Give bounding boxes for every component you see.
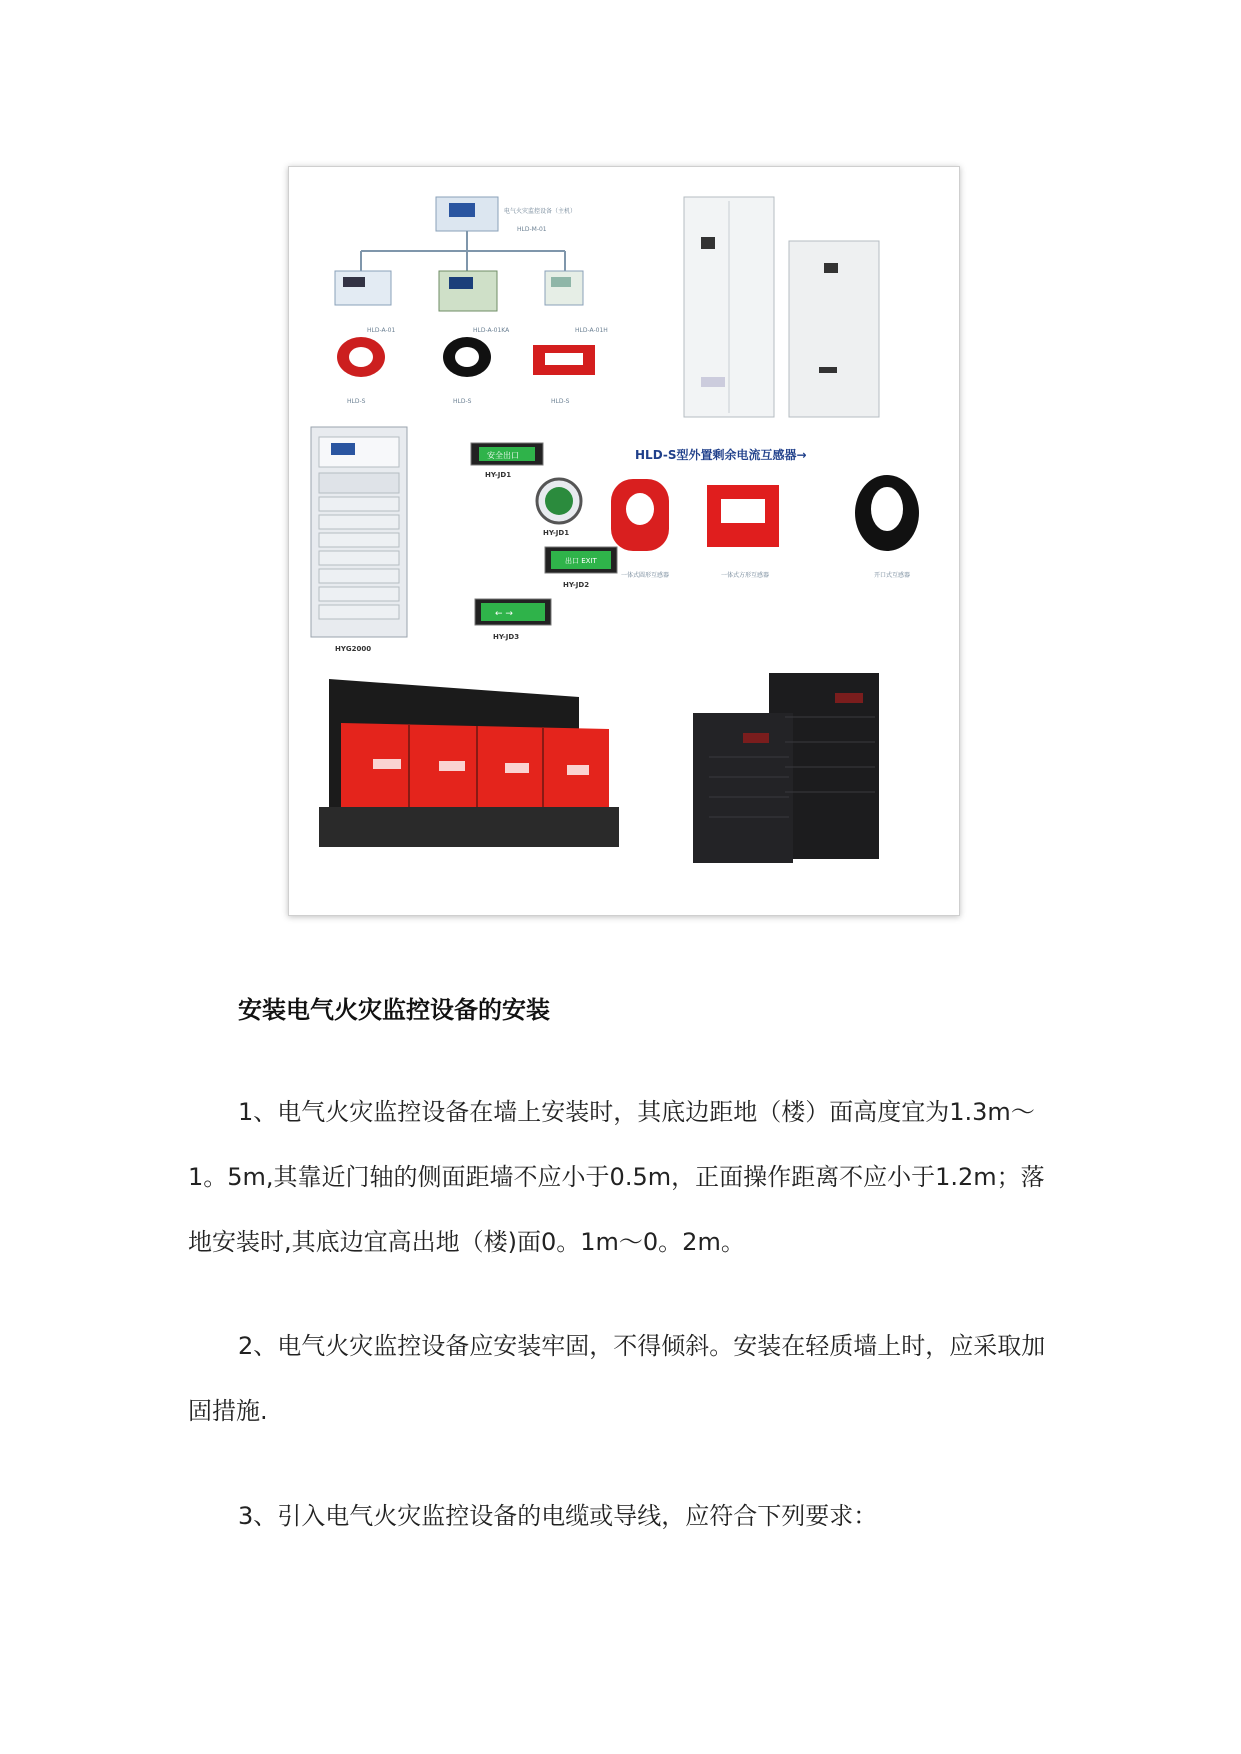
ct1-label: 一体式圆形互感器 xyxy=(621,572,670,579)
cabinet-label: HYG2000 xyxy=(335,645,372,653)
paragraph-2: 2、电气火灾监控设备应安装牢固，不得倾斜。安装在轻质墙上时，应采取加固措施. xyxy=(188,1332,1046,1425)
host-model-label: HLD-M-01 xyxy=(517,226,547,233)
detector3-label: HLD-A-01H xyxy=(575,327,608,334)
sign1-text: 安全出口 xyxy=(487,451,519,460)
power-cabinets xyxy=(684,197,879,417)
surge-protectors xyxy=(319,679,619,847)
sign2-text: 出口 EXIT xyxy=(565,557,597,565)
ups-units xyxy=(693,673,879,863)
detector2-label: HLD-A-01KA xyxy=(473,327,510,334)
system-diagram xyxy=(335,197,608,405)
paragraph-1: 1、电气火灾监控设备在墙上安装时，其底边距地（楼）面高度宜为1.3m～1。5m,其靠近门轴的侧面距墙不应小于0.5m，正面操作距离不应小于1.2m；落地安装时,其底边宜高出地（楼)面0。1m～0。2m。 xyxy=(188,1098,1045,1256)
sign2-label: HY-JD2 xyxy=(563,581,590,589)
sign3-label: HY-JD3 xyxy=(493,633,520,641)
sign1-label: HY-JD1 xyxy=(485,471,512,479)
section-heading: 安装电气火灾监控设备的安装 xyxy=(238,996,550,1024)
sensor2-label: HLD-S xyxy=(453,398,472,405)
product-figure xyxy=(288,166,960,916)
ct-sensors xyxy=(611,447,919,579)
ct2-label: 一体式方形互感器 xyxy=(721,572,770,579)
paragraph-3: 3、引入电气火灾监控设备的电缆或导线，应符合下列要求： xyxy=(238,1502,878,1530)
detector1-label: HLD-A-01 xyxy=(367,327,396,334)
sensor3-label: HLD-S xyxy=(551,398,570,405)
exit-signs xyxy=(471,443,617,641)
svg-text:← →: ← → xyxy=(495,609,513,619)
ct-title: HLD-S型外置剩余电流互感器→ xyxy=(635,448,807,462)
sensor1-label: HLD-S xyxy=(347,398,366,405)
ct3-label: 开口式互感器 xyxy=(874,572,911,579)
host-label: 电气火灾监控设备（主机） xyxy=(504,208,577,215)
sign-round-label: HY-JD1 xyxy=(543,529,570,537)
hyg2000-cabinet xyxy=(311,427,407,653)
